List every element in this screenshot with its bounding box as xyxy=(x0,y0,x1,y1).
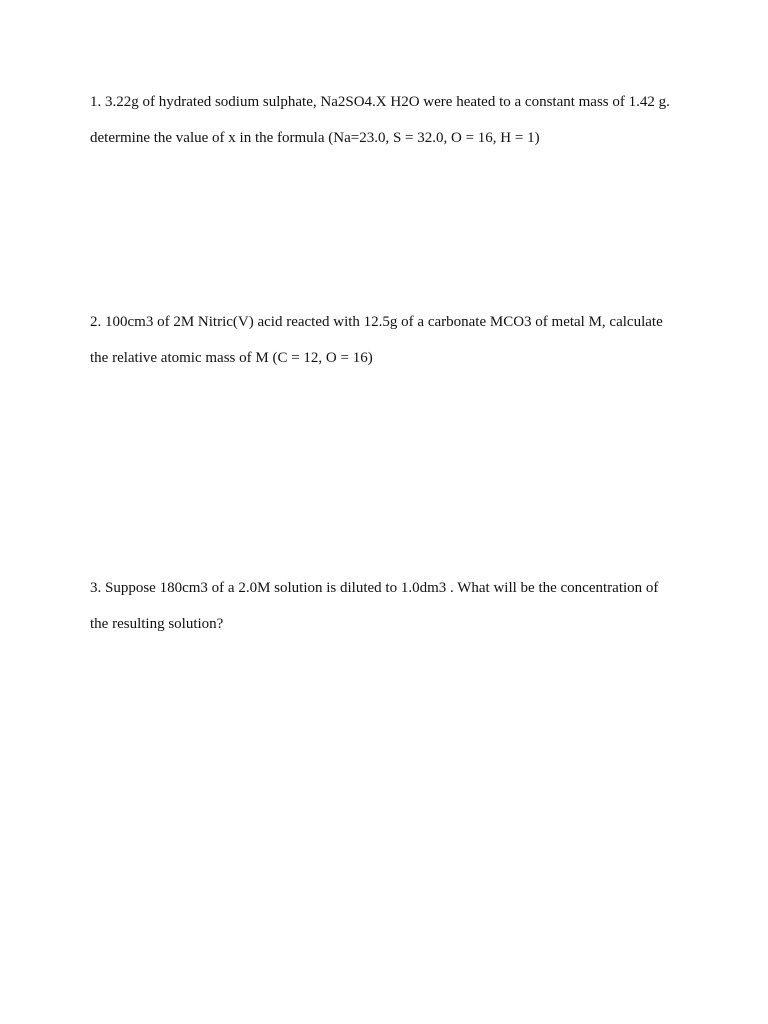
question-1-line-2: determine the value of x in the formula (Na=23.0, S = 32.0, O = 16, H = 1) xyxy=(90,130,540,146)
question-3-line-2: the resulting solution? xyxy=(90,616,224,632)
question-3 xyxy=(90,579,690,633)
question-1 xyxy=(90,93,690,147)
question-2 xyxy=(90,313,690,367)
question-1-line-1: 1. 3.22g of hydrated sodium sulphate, Na2SO4.X H2O were heated to a constant mass of 1.42 g. xyxy=(90,94,670,110)
question-3-line-1: 3. Suppose 180cm3 of a 2.0M solution is diluted to 1.0dm3 . What will be the concentration of xyxy=(90,580,659,596)
question-2-line-1: 2. 100cm3 of 2M Nitric(V) acid reacted with 12.5g of a carbonate MCO3 of metal M, calculate xyxy=(90,314,663,330)
question-2-line-2: the relative atomic mass of M (C = 12, O = 16) xyxy=(90,350,373,366)
